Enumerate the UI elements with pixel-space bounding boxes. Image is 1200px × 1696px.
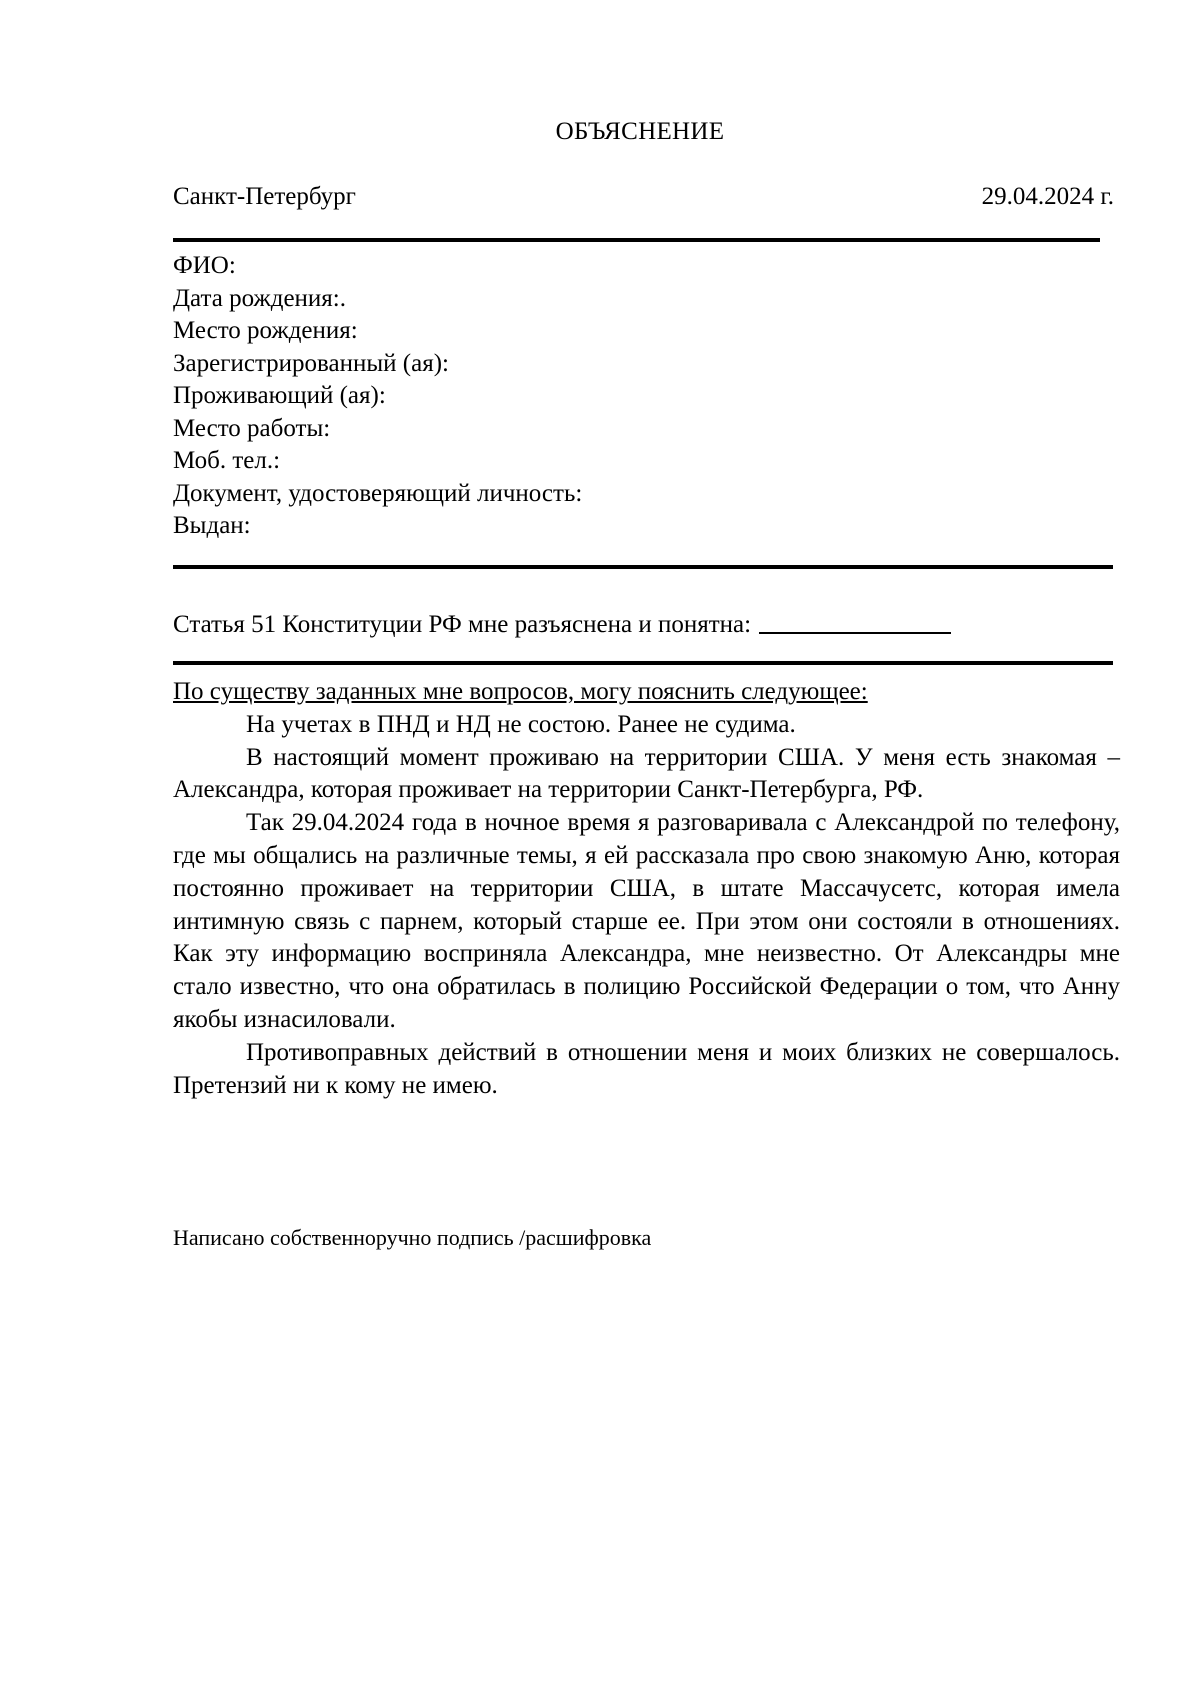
article-statement-text: Статья 51 Конституции РФ мне разъяснена и понятна: [173, 611, 752, 638]
city-label: Санкт-Петербург [173, 183, 356, 210]
field-residing: Проживающий (ая): [173, 382, 386, 409]
divider-line [173, 661, 1113, 665]
date-label: 29.04.2024 г. [981, 183, 1114, 210]
explanation-paragraph: На учетах в ПНД и НД не состою. Ранее не судима. [246, 710, 796, 738]
field-id-document: Документ, удостоверяющий личность: [173, 479, 583, 507]
field-birth-place: Место рождения: [173, 317, 358, 344]
divider-line [173, 565, 1113, 569]
divider-line [173, 238, 1100, 242]
explanation-body [173, 676, 1120, 1102]
explanation-paragraph: Противоправных действий в отношении меня и моих близких не совершалось. Претензий ни к кому не имею. [173, 1038, 1120, 1099]
explanation-intro: По существу заданных мне вопросов, могу пояснить следующее: [173, 678, 868, 705]
document-title: ОБЪЯСНЕНИЕ [555, 118, 725, 145]
field-birth-date: Дата рождения:. [173, 284, 346, 312]
field-issued-by: Выдан: [173, 512, 251, 539]
explanation-paragraph: В настоящий момент проживаю на территории США. У меня есть знакомая – Александра, которая проживает на территории Санкт-Петербурга, РФ. [173, 743, 1120, 804]
article-statement [173, 611, 951, 639]
field-full-name: ФИО: [173, 252, 236, 279]
signature-blank-line [759, 632, 951, 634]
field-mobile-phone: Моб. тел.: [173, 447, 281, 474]
signature-line: Написано собственноручно подпись /расшифровка [173, 1225, 652, 1250]
field-workplace: Место работы: [173, 414, 331, 442]
explanation-paragraph: Так 29.04.2024 года в ночное время я разговаривала с Александрой по телефону, где мы общались на различные темы, я ей рассказала про свою знакомую Аню, которая постоянно проживает на территории США, в штате Массачусетс, которая имела интимную связь с парнем, который старше ее. При этом они состояли в отношениях. Как эту информацию восприняла Александра, мне неизвестно. От Александры мне стало известно, что она обратилась в полицию Российской Федерации о том, что Анну якобы изнасиловали. [173, 809, 1120, 1033]
field-registered: Зарегистрированный (ая): [173, 349, 450, 377]
personal-info-fields [173, 250, 582, 543]
